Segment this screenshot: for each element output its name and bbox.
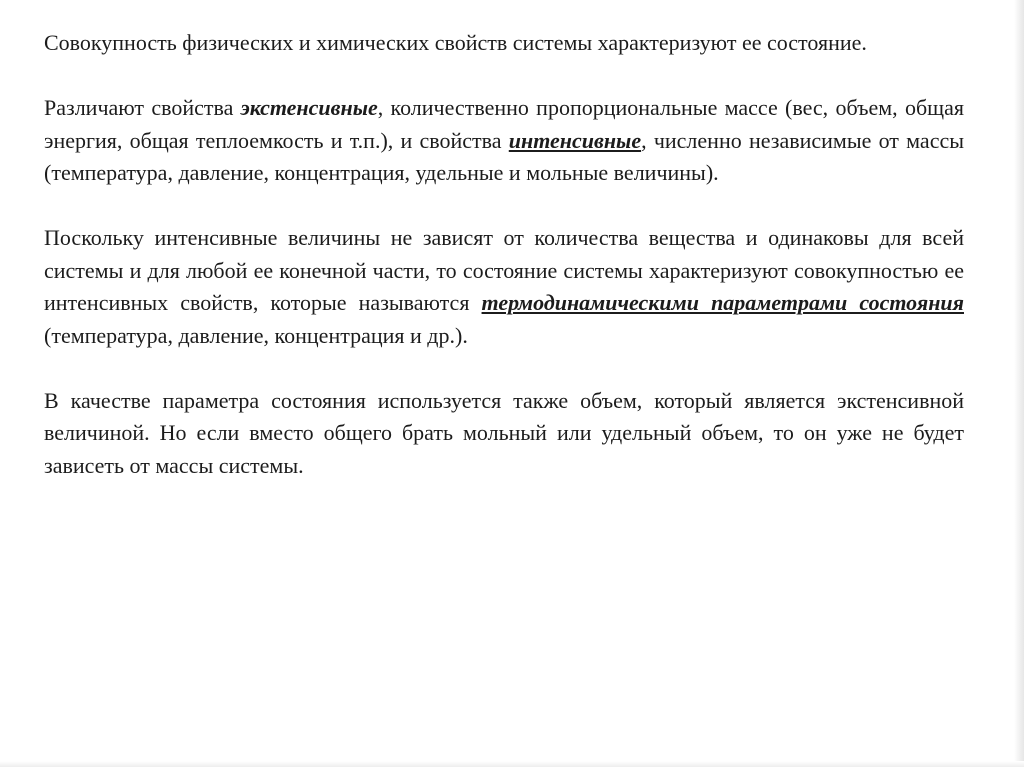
paragraph-2: [44, 92, 964, 190]
paragraph-2-text-a: Различают свойства: [44, 95, 241, 120]
slide-text: [44, 27, 964, 515]
slide-right-edge-shadow: [1014, 0, 1024, 767]
paragraph-2-text-c: , численно независимые от массы (температура, давление, концентрация, удельные и мольные величины).: [44, 127, 965, 185]
paragraph-4-text: В качестве параметра состояния используется также объем, который является экстенсивной величиной. Но если вместо общего брать мольный или удельный объем, то он уже не будет зависеть от массы системы.: [44, 387, 964, 478]
paragraph-2-text-b: , количественно пропорциональные массе (вес, объем, общая энергия, общая теплоемкость и т.п.), и свойства: [44, 95, 964, 153]
paragraph-3-text-a: Поскольку интенсивные величины не зависят от количества вещества и одинаковы для всей системы и для любой ее конечной части, то состояние системы характеризуют совокупностью ее интенсивных свойств, которые называются: [44, 225, 964, 315]
paragraph-1: [44, 27, 964, 60]
paragraph-1-text: Совокупность физических и химических свойств системы характеризуют ее состояние.: [44, 30, 867, 55]
paragraph-3-text-b: (температура, давление, концентрация и др.).: [44, 322, 468, 348]
paragraph-3: [44, 222, 964, 352]
term-intensive: интенсивные: [508, 127, 642, 153]
paragraph-4: [44, 385, 964, 483]
term-extensive: экстенсивные: [240, 95, 378, 120]
slide-bottom-edge-shadow: [0, 761, 1024, 767]
term-state-parameters: термодинамическими параметрами состояния: [481, 290, 964, 315]
